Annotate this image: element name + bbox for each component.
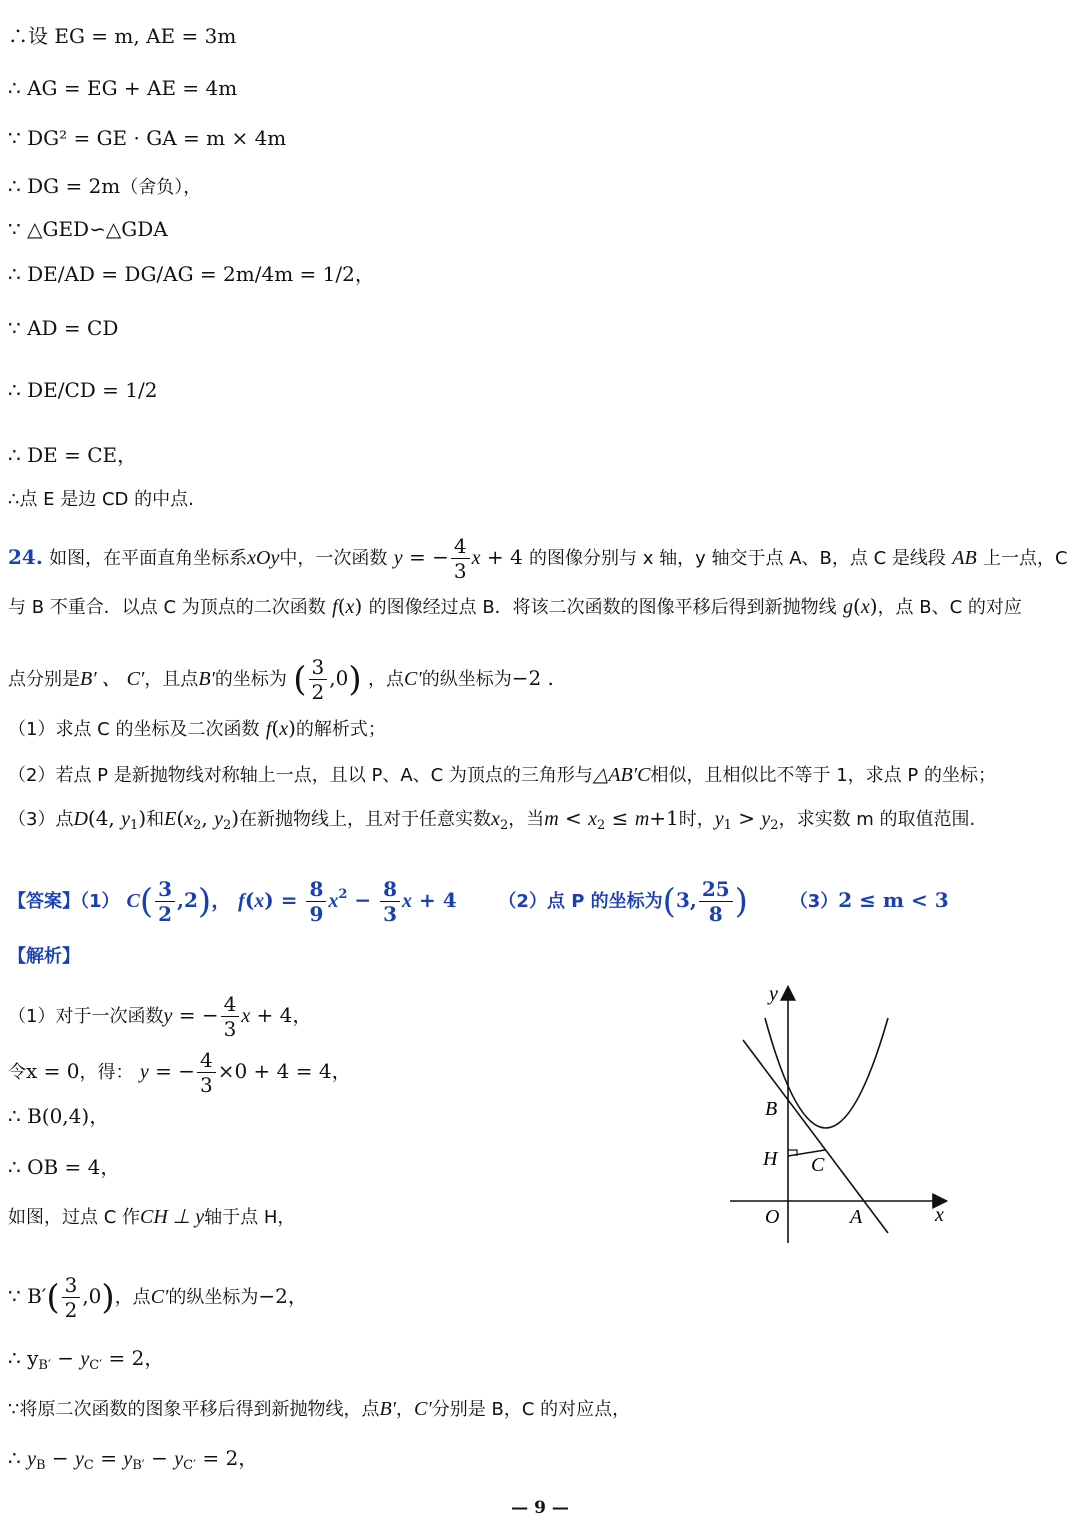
analysis-line-1: （1）对于一次函数y = − $\frac{4}{3}$ x + 4， [8, 992, 313, 1041]
graph-h-label: H [763, 1148, 778, 1170]
coordinate-graph-figure [725, 978, 960, 1248]
proof-line-1: ∴设 EG = m, AE = 3m [8, 24, 237, 48]
question-24-sub-3: （3）点D(4, $y_1$)和$E(x_2$, $y_2$)在新抛物线上，且对于任意实数$x_2$，当$m < x_2 \le m+1$时，$y_1 > y_2$，求实数 m 的取值范围. [8, 806, 976, 833]
analysis-label: 【解析】 [8, 946, 80, 967]
proof-line-5: ∵ △GED∽△GDA [8, 217, 168, 241]
parabola [765, 1018, 888, 1128]
question-24-line-1: 24. 如图，在平面直角坐标系xOy中，一次函数 y = − $\frac{4}{3}$ x + 4 的图像分别与 x 轴，y 轴交于点 A、B，点 C 是线段 AB 上一点，C [8, 534, 1068, 583]
analysis-line-9: ∴ $y_B - y_C = y_{B'} - y_{C'} = 2$， [8, 1446, 259, 1473]
graph-b-label: B [765, 1098, 778, 1120]
question-24-line-3: 点分别是B′ 、 C′，且点B′的坐标为 ( $\frac{3}{2}$ ,0) ，点C′的纵坐标为−2 . [8, 655, 554, 704]
graph-o-label: O [765, 1206, 780, 1228]
proof-line-4: ∴ DG = 2m（舍负）， [8, 174, 202, 198]
proof-line-3: ∵ DG² = GE · GA = m × 4m [8, 126, 287, 150]
proof-line-7: ∵ AD = CD [8, 316, 119, 340]
analysis-line-6: ∵ B′( $\frac{3}{2}$ ,0)，点C′的纵坐标为−2， [8, 1273, 308, 1322]
proof-line-10: ∴点 E 是边 CD 的中点. [8, 489, 194, 510]
analysis-line-4: ∴ OB = 4， [8, 1155, 121, 1179]
graph-a-label: A [850, 1206, 863, 1228]
analysis-line-8: ∵将原二次函数的图象平移后得到新抛物线，点B′，C′分别是 B，C 的对应点， [8, 1398, 631, 1420]
analysis-line-7: ∴ $y_{B'} - y_{C'} = 2$， [8, 1346, 165, 1373]
proof-line-8: ∴ DE/CD = 1/2 [8, 378, 158, 402]
proof-line-2: ∴ AG = EG + AE = 4m [8, 76, 238, 100]
analysis-line-5: 如图，过点 C 作CH ⊥ y轴于点 H， [8, 1206, 296, 1228]
graph-x-label: x [935, 1204, 944, 1226]
question-24-line-2: 与 B 不重合．以点 C 为顶点的二次函数 f(x) 的图像经过点 B．将该二次函数的图像平移后得到新抛物线 g(x)，点 B、C 的对应 [8, 594, 1022, 618]
analysis-line-2: 令x = 0，得： y = − $\frac{4}{3}$ ×0 + 4 = 4， [8, 1048, 352, 1097]
page-number: — 9 — [511, 1498, 569, 1518]
line-ab [743, 1040, 888, 1233]
analysis-line-3: ∴ B(0,4)， [8, 1104, 110, 1128]
graph-svg [725, 978, 960, 1248]
question-24-sub-1: （1）求点 C 的坐标及二次函数 f(x)的解析式； [8, 716, 386, 740]
question-24-sub-2: （2）若点 P 是新抛物线对称轴上一点，且以 P、A、C 为顶点的三角形与△AB′C相似，且相似比不等于 1，求点 P 的坐标； [8, 764, 996, 786]
answer-line: 【答案】（1） C( $\frac{3}{2}$ ,2)， f(x) = $\frac{8}{9}$ $x^2$ − $\frac{8}{3}$ x + 4 （2）点 P 的坐标为(3, $\frac{25}{8}$ ) （3）2 ≤ m < 3 [8, 877, 949, 926]
proof-line-6: ∴ DE/AD = DG/AG = 2m/4m = 1/2， [8, 262, 375, 286]
graph-c-label: C [811, 1154, 825, 1176]
proof-line-9: ∴ DE = CE， [8, 443, 138, 467]
graph-y-label: y [769, 983, 778, 1005]
